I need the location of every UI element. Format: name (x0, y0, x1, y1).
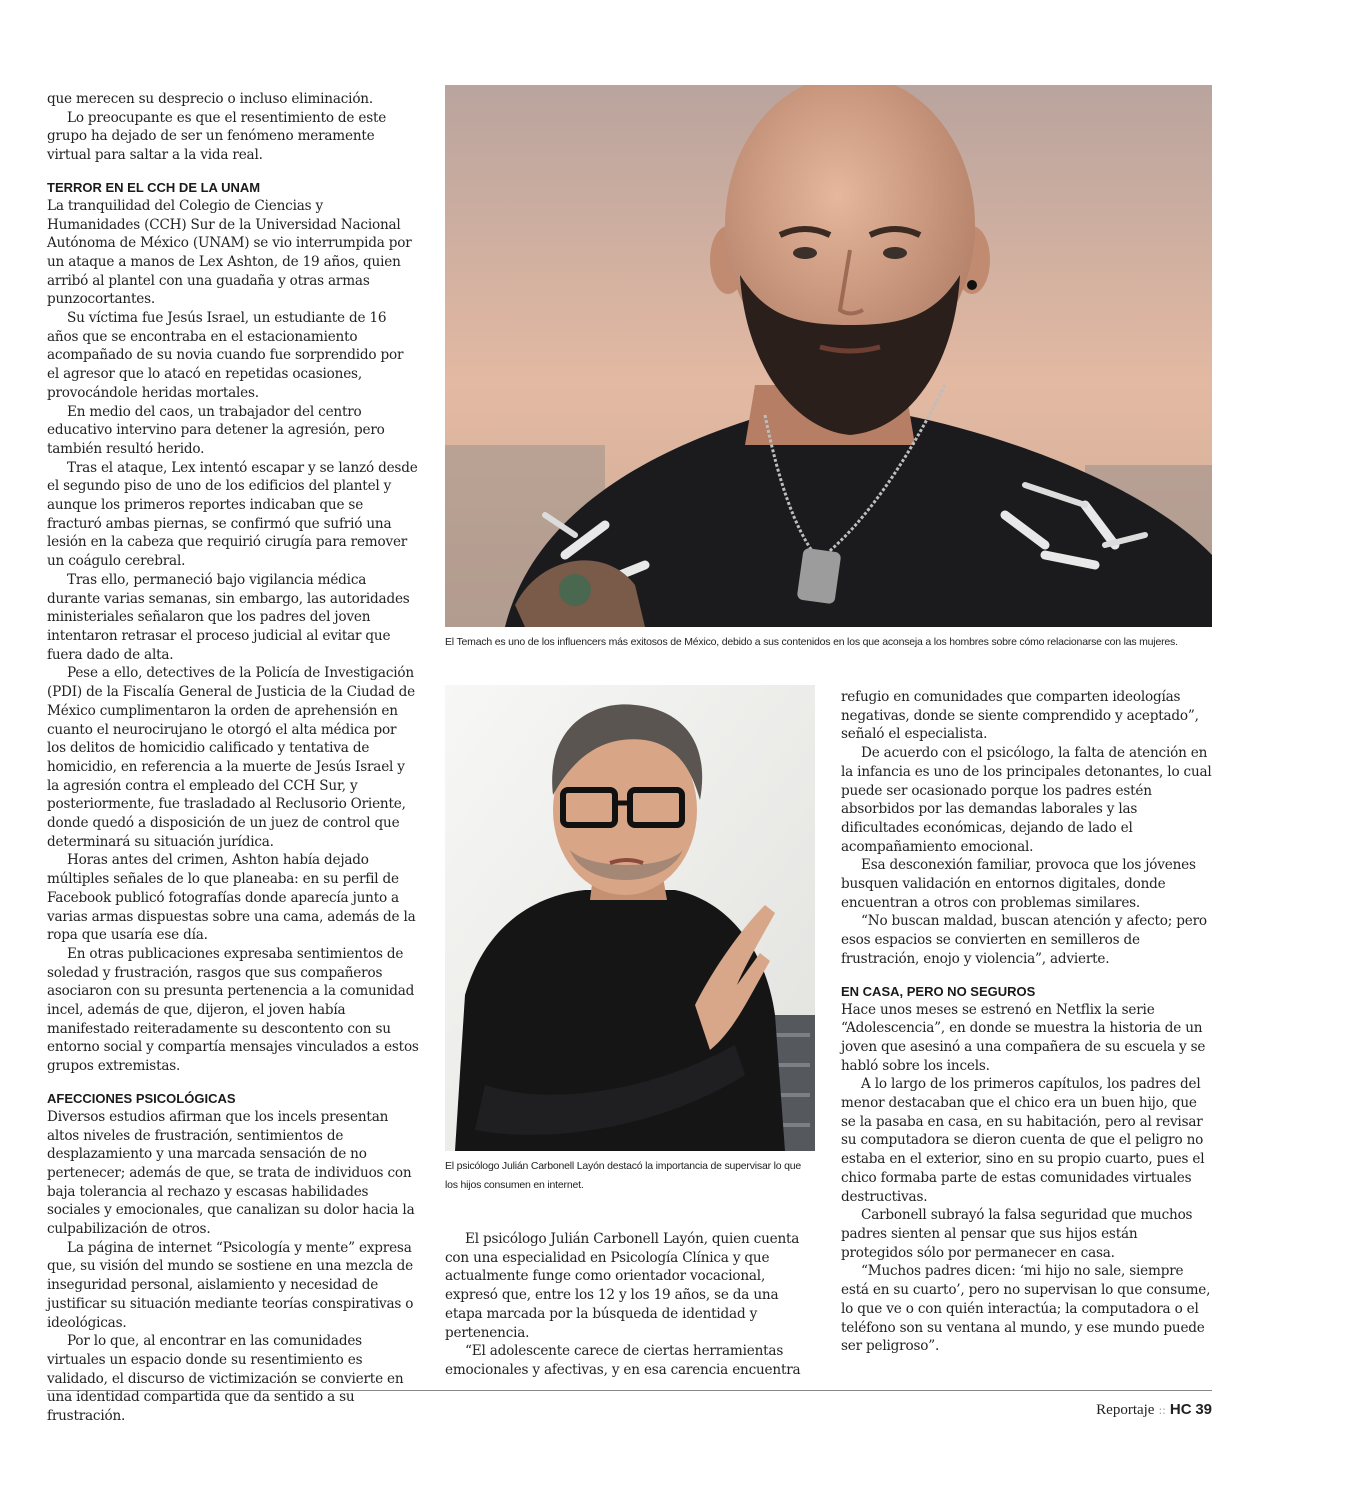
paragraph: Pese a ello, detectives de la Policía de Investigación (PDI) de la Fiscalía General de Justicia de la Ciudad de México cumplimentaron la orden de aprehensión en cuanto el neurocirujano le otorgó el alta médica por los delitos de homicidio calificado y tentativa de homicidio, en referencia a la muerte de Jesús Israel y la agresión contra el empleado del CCH Sur, y posteriormente, fue trasladado al Reclusorio Oriente, donde quedó a disposición de un juez de control que determinará su situación jurídica. (47, 665, 415, 850)
paragraph: La página de internet “Psicología y mente” expresa que, su visión del mundo se sostiene en una mezcla de inseguridad personal, aislamiento y necesidad de justificar su situación mediante teorías conspirativas o ideológicas. (47, 1239, 414, 1331)
paragraph: De acuerdo con el psicólogo, la falta de atención en la infancia es uno de los principales detonantes, lo cual puede ser ocasionado porque los padres estén absorbidos por las demandas laborales y las dificultades económicas, dejando de lado el acompañamiento emocional. (841, 745, 1212, 855)
paragraph: En medio del caos, un trabajador del centro educativo intervino para detener la agresión, pero también resultó herido. (47, 403, 385, 457)
page-footer (1096, 1401, 1212, 1419)
paragraph: Tras ello, permaneció bajo vigilancia médica durante varias semanas, sin embargo, las autoridades ministeriales señalaron que los padres del joven intentaron retrasar el proceso judicial al evitar que fuera dado de alta. (47, 571, 410, 663)
paragraph: El psicólogo Julián Carbonell Layón, quien cuenta con una especialidad en Psicología Clínica y que actualmente funge como orientador vocacional, expresó que, entre los 12 y los 19 años, se da una etapa marcada por la búsqueda de identidad y pertenencia. (445, 1231, 800, 1341)
article-column-left (47, 90, 419, 1426)
paragraph: Horas antes del crimen, Ashton había dejado múltiples señales de lo que planeaba: en su perfil de Facebook publicó fotografías donde aparecía junto a varias armas dispuestas sobre una cama, además de la ropa que usaría ese día. (47, 852, 416, 944)
section-label: Reportaje (1096, 1402, 1155, 1418)
separator-icon: :: (1158, 1404, 1166, 1417)
section-heading: EN CASA, PERO NO SEGUROS (841, 983, 1036, 999)
photo-julian-carbonell (445, 685, 815, 1151)
page-number: 39 (1195, 1401, 1212, 1418)
paragraph: Tras el ataque, Lex intentó escapar y se lanzó desde el segundo piso de uno de los edificios del plantel y aunque los primeros reportes indicaban que se fracturó ambas piernas, se confirmó que sufrió una lesión en la cabeza que requirió cirugía para remover un coágulo cerebral. (47, 459, 418, 570)
section-heading: TERROR EN EL CCH DE LA UNAM (47, 179, 261, 195)
footer-divider (47, 1390, 1212, 1391)
paragraph: Esa desconexión familiar, provoca que los jóvenes busquen validación en entornos digitales, donde encuentran a otros con problemas similares. (841, 857, 1196, 911)
photo-el-temach (445, 85, 1212, 627)
paragraph: Por lo que, al encontrar en las comunidades virtuales un espacio donde su resentimiento es validado, el discurso de victimización se convierte en una identidad compartida que da sentido a su frustración. (47, 1333, 404, 1425)
paragraph: Carbonell subrayó la falsa seguridad que muchos padres sienten al pensar que sus hijos están protegidos sólo por permanecer en casa. (841, 1207, 1193, 1261)
photo-caption: El psicólogo Julián Carbonell Layón destacó la importancia de supervisar lo que los hijos consumen en internet. (445, 1160, 802, 1191)
paragraph: A lo largo de los primeros capítulos, los padres del menor destacaban que el chico era un buen hijo, que se la pasaba en casa, en su habitación, pero al revisar su computadora se dieron cuenta de que el peligro no estaba en el exterior, sino en su propio cuarto, pues el chico formaba parte de estas comunidades virtuales destructivas. (841, 1076, 1205, 1205)
paragraph: “Muchos padres dicen: ‘mi hijo no sale, siempre está en su cuarto’, pero no supervisan lo que consume, lo que ve o con quién interactúa; la computadora o el teléfono son su ventana al mundo, y ese mundo puede ser peligroso”. (841, 1263, 1211, 1355)
portrait-illustration (445, 685, 815, 1151)
paragraph: Su víctima fue Jesús Israel, un estudiante de 16 años que se encontraba en el estacionamiento acompañado de su novia cuando fue sorprendido por el agresor que lo atacó en repetidas ocasiones, provocándole heridas mortales. (47, 310, 404, 401)
paragraph: Diversos estudios afirman que los incels presentan altos niveles de frustración, sentimientos de desplazamiento y una marcada sensación de no pertenecer; además de que, se trata de individuos con baja tolerancia al rechazo y escasas habilidades sociales y emocionales, que canalizan su dolor hacia la culpabilización de otros. (47, 1108, 415, 1238)
paragraph: que merecen su desprecio o incluso eliminación. (47, 91, 373, 107)
paragraph: En otras publicaciones expresaba sentimientos de soledad y frustración, rasgos que sus compañeros asociaron con su presunta pertenencia a la comunidad incel, además de que, dijeron, el joven había manifestado reiteradamente su descontento con su entorno social y compartía mensajes vinculados a estos grupos extremistas. (47, 945, 419, 1075)
article-column-middle (445, 1230, 815, 1380)
magazine-logo: HC (1169, 1401, 1192, 1418)
section-heading: AFECCIONES PSICOLÓGICAS (47, 1090, 236, 1106)
paragraph: “No buscan maldad, buscan atención y afecto; pero esos espacios se convierten en semilleros de frustración, enojo y violencia”, advierte. (841, 913, 1207, 967)
portrait-illustration (445, 85, 1212, 627)
paragraph: La tranquilidad del Colegio de Ciencias y Humanidades (CCH) Sur de la Universidad Nacional Autónoma de México (UNAM) se vio interrumpida por un ataque a manos de Lex Ashton, de 19 años, quien arribó al plantel con una guadaña y otras armas punzocortantes. (47, 197, 412, 308)
paragraph: Lo preocupante es que el resentimiento de este grupo ha dejado de ser un fenómeno meramente virtual para saltar a la vida real. (47, 109, 387, 164)
photo-caption: El Temach es uno de los influencers más exitosos de México, debido a sus contenidos en los que aconseja a los hombres sobre cómo relacionarse con las mujeres. (445, 636, 1178, 648)
paragraph: “El adolescente carece de ciertas herramientas emocionales y afectivas, y en esa carencia encuentra (445, 1343, 801, 1378)
paragraph: refugio en comunidades que comparten ideologías negativas, donde se siente comprendido y aceptado”, señaló el especialista. (841, 689, 1199, 743)
article-column-right (841, 688, 1213, 1356)
paragraph: Hace unos meses se estrenó en Netflix la serie “Adolescencia”, en donde se muestra la historia de un joven que asesinó a una compañera de su escuela y se habló sobre los incels. (841, 1001, 1206, 1074)
